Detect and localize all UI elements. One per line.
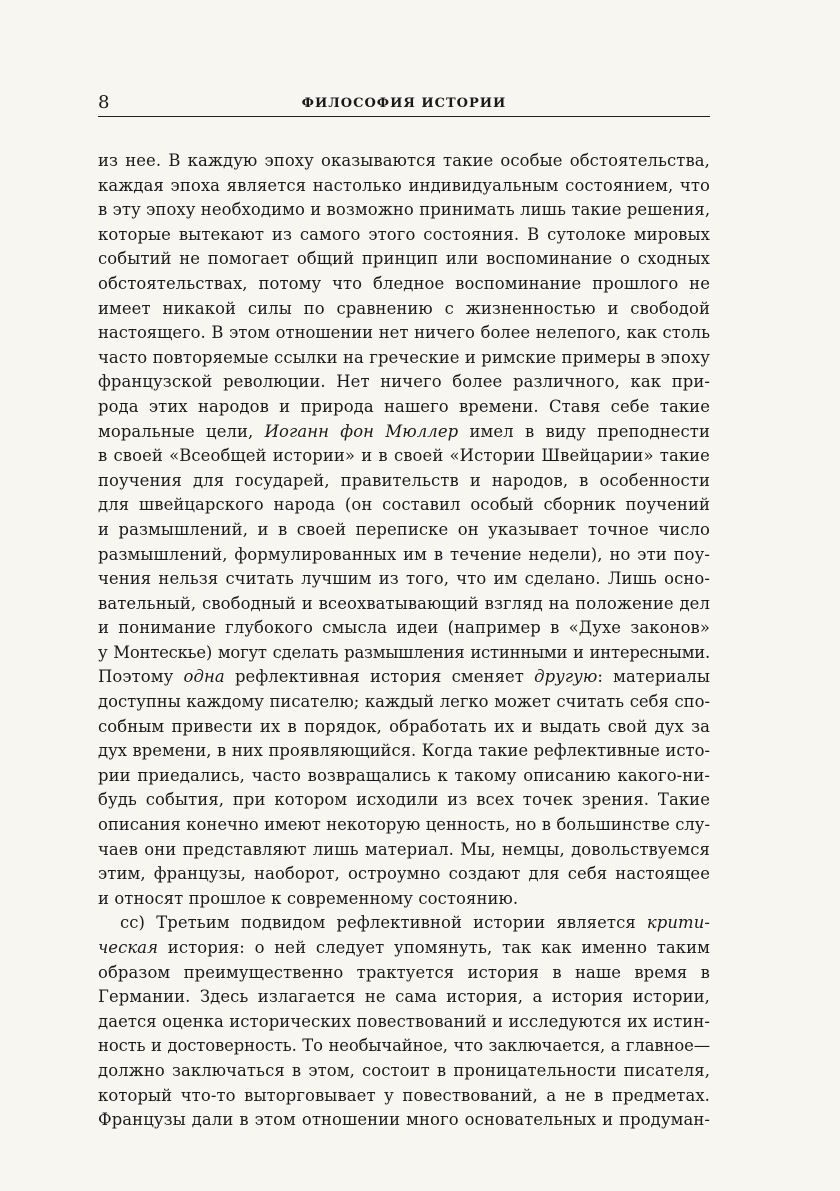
text-line: дается оценка исторических повествований и исследуются их истин- xyxy=(98,1011,710,1031)
running-title: ФИЛОСОФИЯ ИСТОРИИ xyxy=(301,96,507,111)
text-line: чаев они представляют лишь материал. Мы, немцы, довольствуемся xyxy=(98,839,710,859)
text-line: должно заключаться в этом, состоит в проницательности писателя, xyxy=(98,1060,710,1080)
text-line: часто повторяемые ссылки на греческие и римские примеры в эпоху xyxy=(98,347,710,367)
text-line: дух времени, в них проявляющийся. Когда такие рефлективные исто- xyxy=(98,741,710,761)
text-line: будь события, при котором исходили из всех точек зрения. Такие xyxy=(98,790,710,810)
text-line: поучения для государей, правительств и народов, в особенности xyxy=(98,470,710,490)
text-line: Германии. Здесь излагается не сама история, а история истории, xyxy=(98,987,710,1007)
text-line: в эту эпоху необходимо и возможно принимать лишь такие решения, xyxy=(98,200,711,220)
page-header xyxy=(98,92,710,116)
text-line: из нее. В каждую эпоху оказываются такие особые обстоятельства, xyxy=(98,151,710,170)
text-line: Поэтому одна рефлективная история сменяет другую: материалы xyxy=(98,667,710,687)
text-line: сс) Третьим подвидом рефлективной истории является крити- xyxy=(120,913,710,933)
text-line: собным привести их в порядок, обработать их и выдать свой дух за xyxy=(98,716,710,736)
text-line: и размышлений, и в своей переписке он указывает точное число xyxy=(98,519,710,539)
text-line: для швейцарского народа (он составил особый сборник поучений xyxy=(98,495,710,515)
text-line: размышлений, формулированных им в течение недели), но эти поу- xyxy=(98,544,710,564)
text-line: ность и достоверность. То необычайное, что заключается, а главное— xyxy=(98,1036,710,1056)
text-line: описания конечно имеют некоторую ценность, но в большинстве слу- xyxy=(98,815,710,835)
text-line: образом преимущественно трактуется история в наше время в xyxy=(98,962,710,982)
italic-word: ческая xyxy=(98,938,159,957)
text-line: рода этих народов и природа нашего времени. Ставя себе такие xyxy=(98,396,710,416)
page-number: 8 xyxy=(98,92,110,113)
text-line: событий не помогает общий принцип или воспоминание о сходных xyxy=(98,249,710,269)
text-line: настоящего. В этом отношении нет ничего более нелепого, как столь xyxy=(98,323,710,343)
text-line: вательный, свободный и всеохватывающий взгляд на положение дел xyxy=(98,593,710,613)
header-rule xyxy=(98,116,710,117)
text-line: каждая эпоха является настолько индивидуальным состоянием, что xyxy=(98,175,710,195)
text-line: доступны каждому писателю; каждый легко может считать себя спо- xyxy=(98,692,710,712)
text-line: чения нельзя считать лучшим из того, что им сделано. Лишь осно- xyxy=(98,569,710,589)
text-line: Французы дали в этом отношении много основательных и продуман- xyxy=(98,1110,710,1130)
text-line: этим, французы, наоборот, остроумно создают для себя настоящее xyxy=(98,864,710,884)
text-line: и относят прошлое к современному состоянию. xyxy=(98,888,519,908)
text-line: которые вытекают из самого этого состояния. В сутолоке мировых xyxy=(98,224,710,244)
text-line: и понимание глубокого смысла идеи (например в «Духе законов» xyxy=(98,618,710,638)
italic-word: другую xyxy=(534,667,598,687)
text-line: ческая история: о ней следует упомянуть, так как именно таким xyxy=(98,938,710,957)
text-line: у Монтескье) могут сделать размышления истинными и интересными. xyxy=(98,642,710,662)
text-line: рии приедались, часто возвращались к такому описанию какого-ни- xyxy=(98,765,710,785)
text-line: моральные цели, Иоганн фон Мюллер имел в виду преподнести xyxy=(98,421,710,441)
text-line: имеет никакой силы по сравнению с жизненностью и свободой xyxy=(98,298,710,318)
italic-word: крити- xyxy=(646,913,710,933)
italic-name: Иоганн фон Мюллер xyxy=(264,421,459,441)
italic-word: одна xyxy=(183,667,225,687)
body-text xyxy=(98,149,710,1133)
text-line: французской революции. Нет ничего более различного, как при- xyxy=(98,372,710,392)
text-line: в своей «Всеобщей истории» и в своей «Истории Швейцарии» такие xyxy=(98,446,710,466)
book-page xyxy=(98,92,710,1133)
text-line: который что-то выторговывает у повествований, а не в предметах. xyxy=(98,1085,710,1105)
text-line: обстоятельствах, потому что бледное воспоминание прошлого не xyxy=(98,273,710,293)
